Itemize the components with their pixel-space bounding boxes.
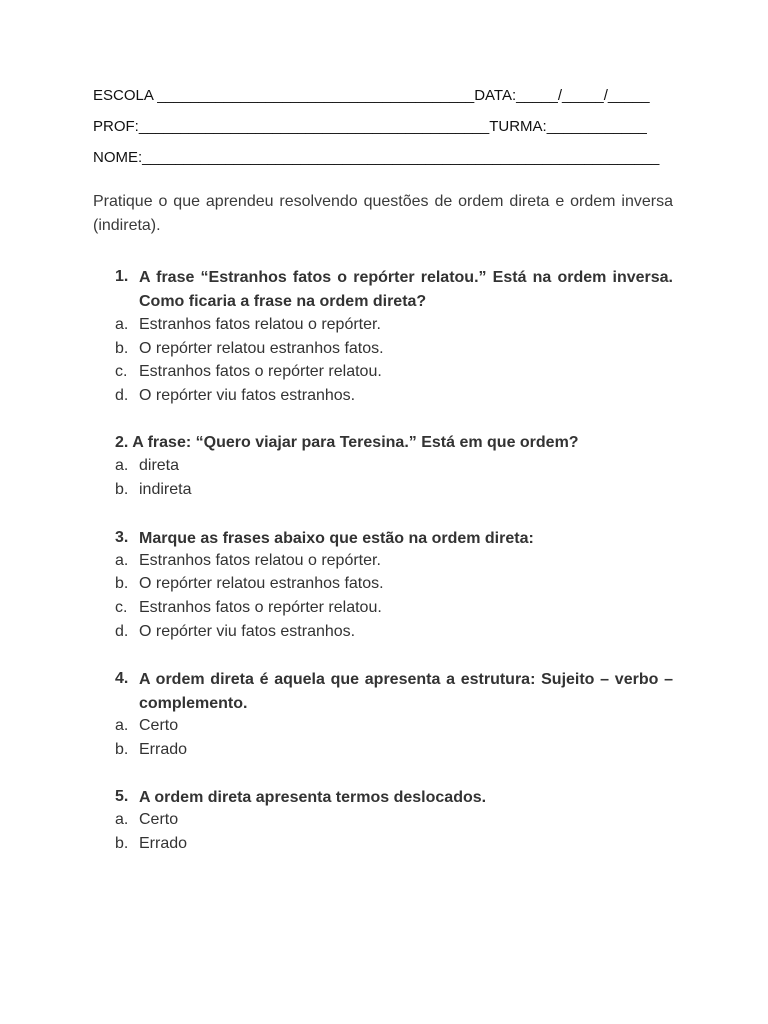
option-text: O repórter relatou estranhos fatos. <box>139 575 384 592</box>
option-letter: c. <box>115 599 128 616</box>
option-text: Certo <box>139 717 179 734</box>
question-number: 4. <box>115 670 129 687</box>
option-text: Estranhos fatos relatou o repórter. <box>139 316 381 333</box>
question-number: 3. <box>115 529 129 546</box>
question-text: Marque as frases abaixo que estão na ordem direta: <box>139 530 534 547</box>
option-letter: b. <box>115 835 129 852</box>
option-letter: c. <box>115 363 128 380</box>
prof-turma-line: PROF:__________________________________________TURMA:____________ <box>93 118 647 135</box>
option-letter: b. <box>115 481 129 498</box>
question-text: 2. A frase: “Quero viajar para Teresina.” Está em que ordem? <box>115 434 579 451</box>
option-letter: a. <box>115 811 129 828</box>
question-text: A frase “Estranhos fatos o repórter relatou.” Está na ordem inversa. Como ficaria a frase na ordem direta? <box>139 269 673 310</box>
question-number: 5. <box>115 788 129 805</box>
option-letter: b. <box>115 340 129 357</box>
option-text: O repórter viu fatos estranhos. <box>139 387 356 404</box>
option-text: Errado <box>139 741 188 758</box>
option-letter: b. <box>115 575 129 592</box>
question-text: A ordem direta é aquela que apresenta a estrutura: Sujeito – verbo – complemento. <box>139 671 673 712</box>
option-letter: a. <box>115 717 129 734</box>
option-letter: a. <box>115 457 129 474</box>
question-text: A ordem direta apresenta termos deslocados. <box>139 789 487 806</box>
option-text: Certo <box>139 811 179 828</box>
option-text: indireta <box>139 481 192 498</box>
option-text: Estranhos fatos o repórter relatou. <box>139 599 382 616</box>
option-letter: a. <box>115 552 129 569</box>
option-letter: d. <box>115 623 129 640</box>
option-text: O repórter relatou estranhos fatos. <box>139 340 384 357</box>
option-text: Estranhos fatos relatou o repórter. <box>139 552 381 569</box>
question-number: 1. <box>115 268 129 285</box>
option-letter: d. <box>115 387 129 404</box>
option-letter: b. <box>115 741 129 758</box>
escola-data-line: ESCOLA ______________________________________DATA:_____/_____/_____ <box>93 87 650 104</box>
intro-paragraph: Pratique o que aprendeu resolvendo questões de ordem direta e ordem inversa (indireta). <box>93 193 673 234</box>
option-text: direta <box>139 457 180 474</box>
option-letter: a. <box>115 316 129 333</box>
nome-line: NOME:______________________________________________________________ <box>93 149 660 166</box>
option-text: Errado <box>139 835 188 852</box>
option-text: O repórter viu fatos estranhos. <box>139 623 356 640</box>
option-text: Estranhos fatos o repórter relatou. <box>139 363 382 380</box>
